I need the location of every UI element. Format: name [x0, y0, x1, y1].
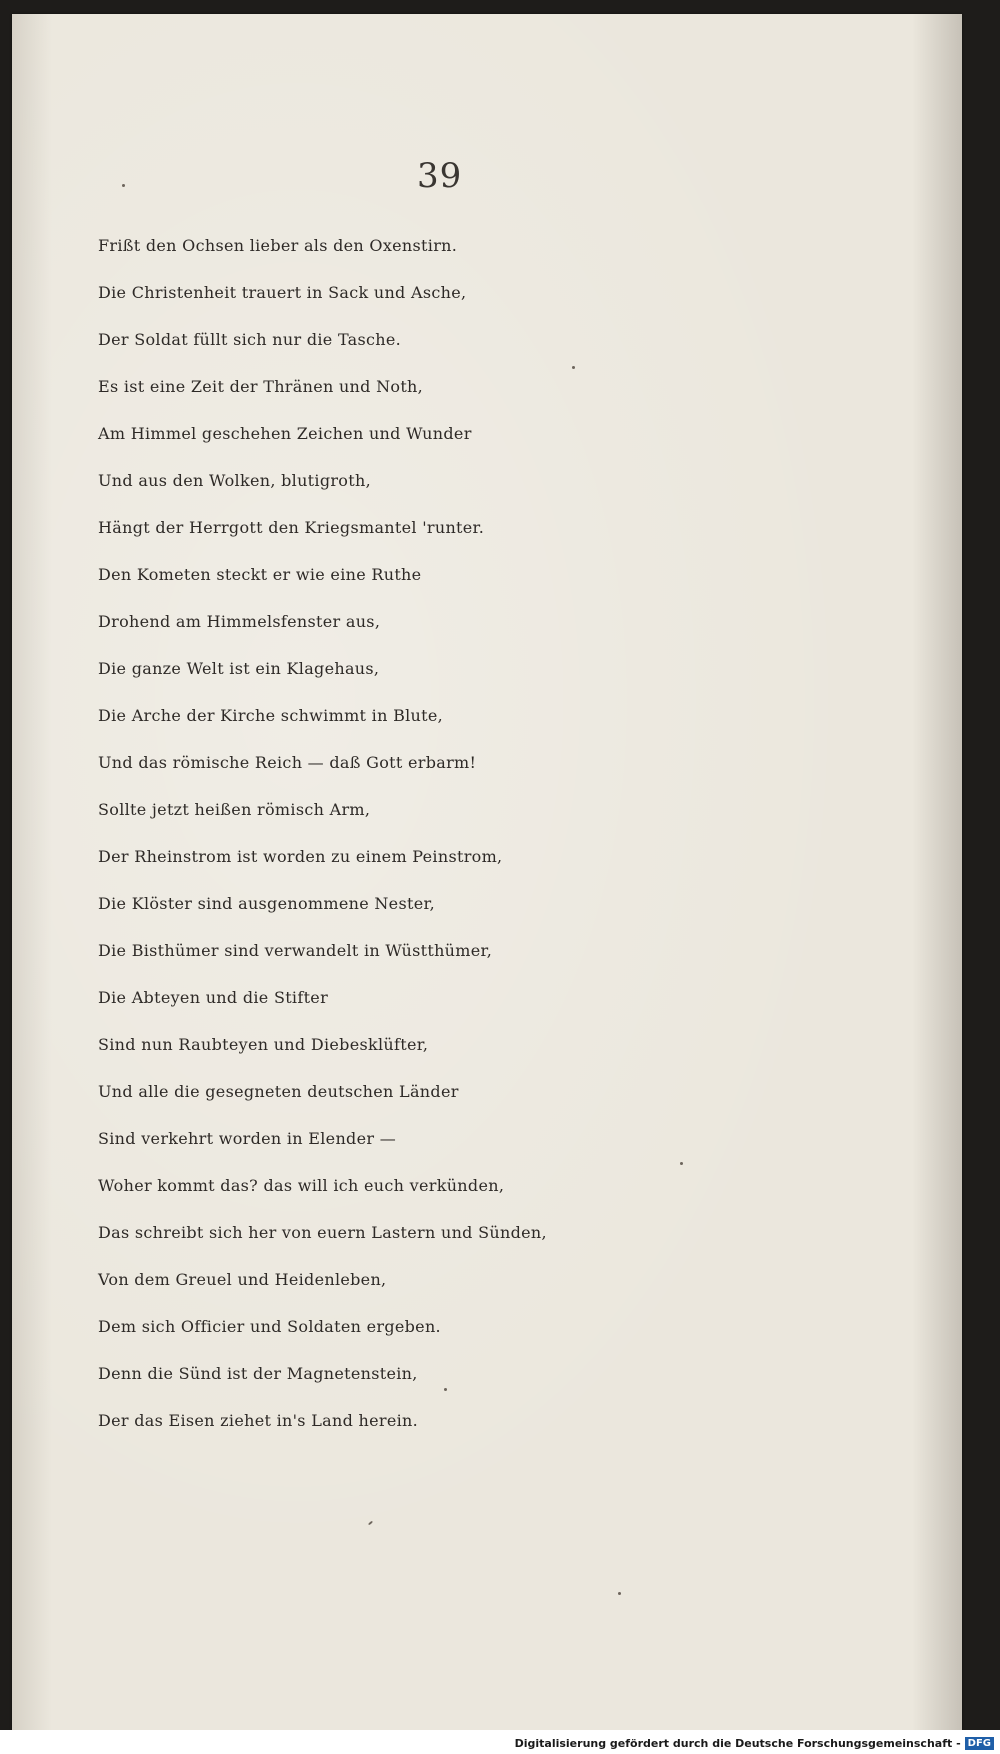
- text-line: Dem sich Officier und Soldaten ergeben.: [98, 1317, 441, 1336]
- dfg-logo: DFG: [965, 1737, 994, 1750]
- text-line: Sollte jetzt heißen römisch Arm,: [98, 800, 371, 819]
- text-line: Es ist eine Zeit der Thränen und Noth,: [98, 377, 424, 396]
- text-line: Frißt den Ochsen lieber als den Oxenstirn.: [98, 236, 458, 255]
- credit-text: Digitalisierung gefördert durch die Deutsche Forschungsgemeinschaft -: [514, 1736, 961, 1750]
- text-line: Der Soldat füllt sich nur die Tasche.: [98, 330, 402, 349]
- text-line: Und alle die gesegneten deutschen Länder: [98, 1082, 459, 1101]
- text-line: Der das Eisen ziehet in's Land herein.: [98, 1411, 418, 1430]
- book-page: [12, 14, 962, 1730]
- text-line: Hängt der Herrgott den Kriegsmantel 'runter.: [98, 518, 485, 537]
- text-line: Sind nun Raubteyen und Diebesklüfter,: [98, 1035, 429, 1054]
- text-line: Sind verkehrt worden in Elender —: [98, 1129, 397, 1148]
- text-line: Von dem Greuel und Heidenleben,: [98, 1270, 387, 1289]
- text-line: Und das römische Reich — daß Gott erbarm!: [98, 753, 477, 772]
- text-line: Das schreibt sich her von euern Lastern und Sünden,: [98, 1223, 547, 1242]
- text-line: Die Abteyen und die Stifter: [98, 988, 329, 1007]
- digitization-credit: [515, 1737, 994, 1751]
- text-line: Am Himmel geschehen Zeichen und Wunder: [98, 424, 472, 443]
- poem-text: [98, 222, 958, 1444]
- paper-speck: [572, 366, 575, 369]
- paper-speck: [368, 1521, 373, 1526]
- text-line: Denn die Sünd ist der Magnetenstein,: [98, 1364, 418, 1383]
- paper-speck: [680, 1162, 683, 1165]
- footer-bar: [0, 1730, 1000, 1754]
- text-line: Woher kommt das? das will ich euch verkünden,: [98, 1176, 505, 1195]
- text-line: Der Rheinstrom ist worden zu einem Peinstrom,: [98, 847, 503, 866]
- text-line: Die Bisthümer sind verwandelt in Wüstthümer,: [98, 941, 493, 960]
- text-line: Den Kometen steckt er wie eine Ruthe: [98, 565, 422, 584]
- text-line: Die ganze Welt ist ein Klagehaus,: [98, 659, 380, 678]
- page-number: 39: [417, 156, 463, 196]
- paper-speck: [618, 1592, 621, 1595]
- paper-speck: [444, 1388, 447, 1391]
- text-line: Die Klöster sind ausgenommene Nester,: [98, 894, 436, 913]
- text-line: Drohend am Himmelsfenster aus,: [98, 612, 381, 631]
- text-line: Die Arche der Kirche schwimmt in Blute,: [98, 706, 444, 725]
- paper-speck: [122, 184, 125, 187]
- text-line: Die Christenheit trauert in Sack und Asche,: [98, 283, 467, 302]
- text-line: Und aus den Wolken, blutigroth,: [98, 471, 371, 490]
